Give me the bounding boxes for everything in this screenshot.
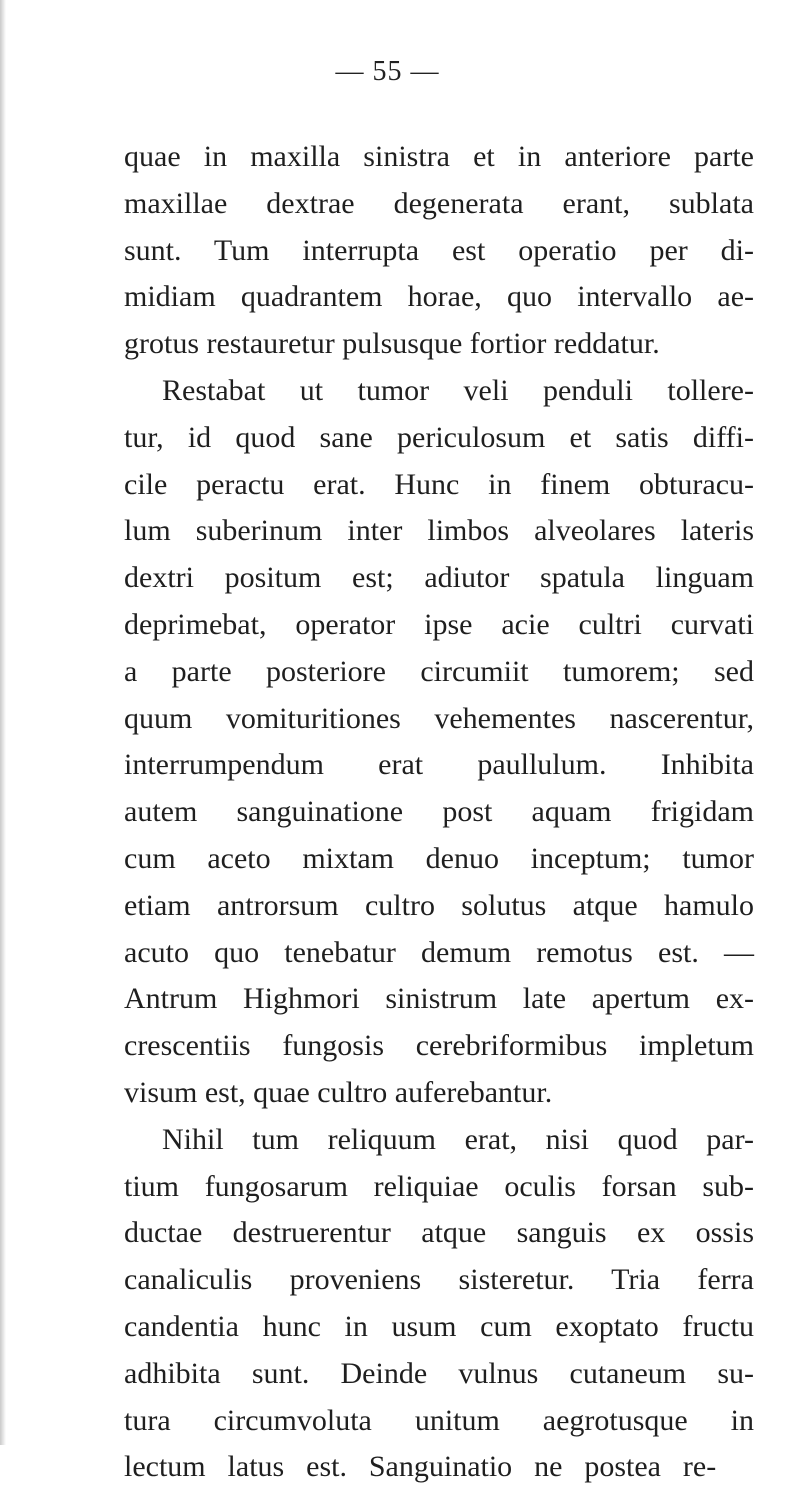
text-line: crescentiis fungosis cerebriformibus impletum [124,1029,754,1063]
text-line: maxillae dextrae degenerata erant, sublata [124,186,754,220]
text-line: etiam antrorsum cultro solutus atque hamulo [124,888,754,922]
text-line: interrumpendum erat paullulum. Inhibita [124,748,754,782]
body-text [124,134,754,1491]
text-line: quae in maxilla sinistra et in anteriore parte [124,140,754,173]
text-line: midiam quadrantem horae, quo intervallo ae- [124,280,754,314]
text-line: adhibita sunt. Deinde vulnus cutaneum su- [124,1356,754,1390]
page-edge-shadow [0,0,6,1445]
text-line: canaliculis proveniens sisteretur. Tria ferra [124,1263,754,1297]
text-line: quum vomituritiones vehementes nascerentur, [124,701,754,735]
text-line: autem sanguinatione post aquam frigidam [124,795,754,829]
text-line: sunt. Tum interrupta est operatio per di- [124,233,754,267]
text-line: deprimebat, operator ipse acie cultri curvati [124,607,754,641]
text-line: visum est, quae cultro auferebantur. [124,1075,553,1109]
text-line: tura circumvoluta unitum aegrotusque in [124,1403,754,1437]
text-line: Restabat ut tumor veli penduli tollere- [162,373,754,407]
text-line: candentia hunc in usum cum exoptato fructu [124,1309,754,1343]
text-line: lum suberinum inter limbos alveolares lateris [124,514,754,548]
text-line: cile peractu erat. Hunc in finem obturacu- [124,467,754,501]
text-line: dextri positum est; adiutor spatula linguam [124,561,754,595]
text-line: ductae destruerentur atque sanguis ex ossis [124,1216,754,1250]
text-line: tium fungosarum reliquiae oculis forsan sub- [124,1169,754,1203]
text-line: grotus restauretur pulsusque fortior reddatur. [124,327,660,361]
text-line: acuto quo tenebatur demum remotus est. — [124,935,754,969]
text-line: cum aceto mixtam denuo inceptum; tumor [124,841,754,875]
text-line: Antrum Highmori sinistrum late apertum ex- [124,982,754,1016]
text-line: a parte posteriore circumiit tumorem; sed [124,654,754,688]
page-number: — 55 — [335,56,440,87]
text-line: Nihil tum reliquum erat, nisi quod par- [162,1122,754,1156]
text-line: lectum latus est. Sanguinatio ne postea re- [124,1450,717,1484]
text-line: tur, id quod sane periculosum et satis diffi- [124,420,754,454]
